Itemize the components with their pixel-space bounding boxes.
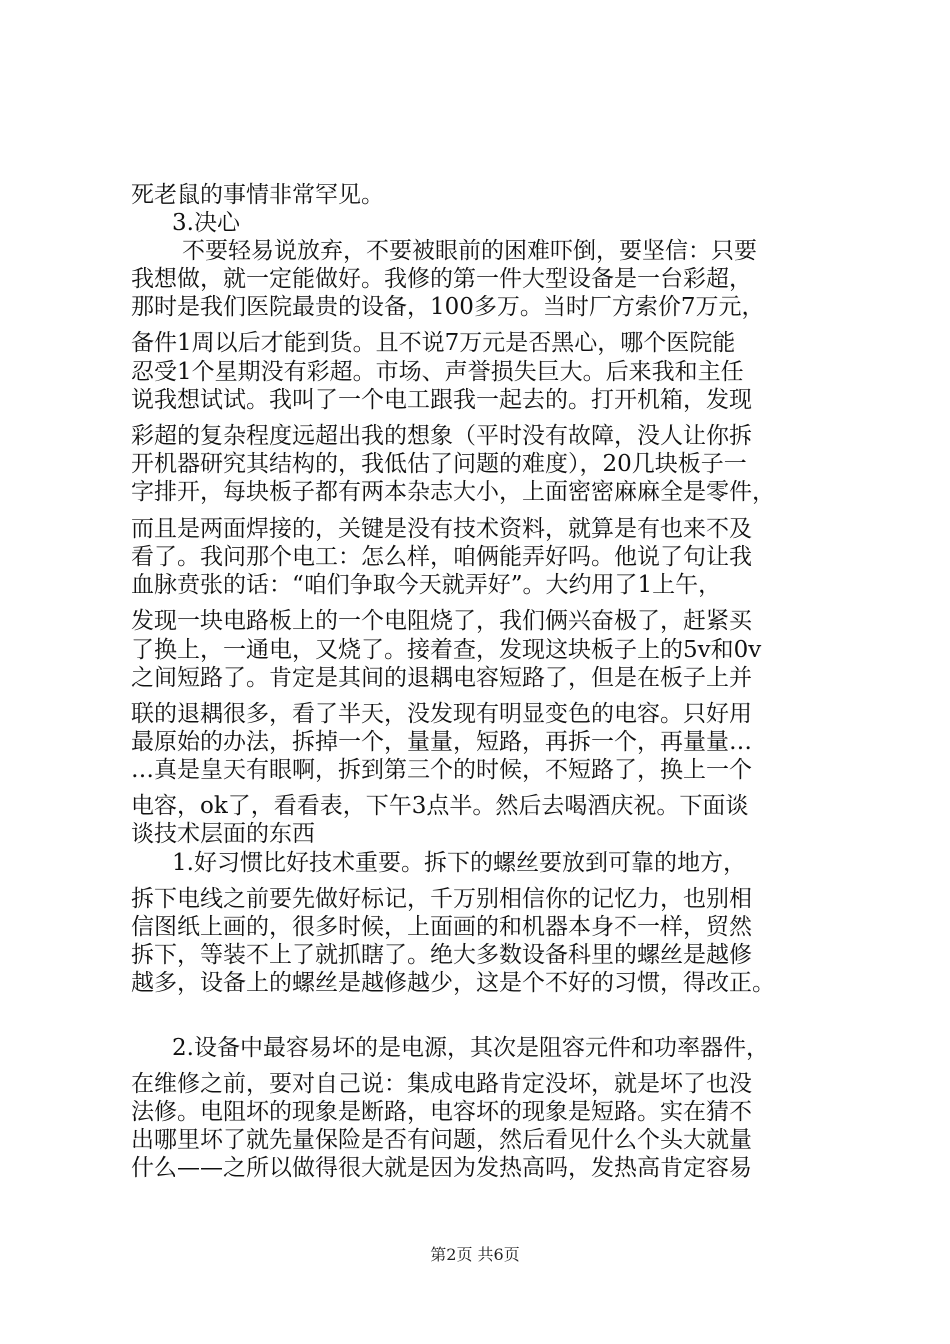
body-line: 谈技术层面的东西 xyxy=(131,821,315,847)
body-line: 而且是两面焊接的，关键是没有技术资料，就算是有也来不及 xyxy=(131,516,752,542)
body-line: 电容，ok了，看看表，下午3点半。然后去喝酒庆祝。下面谈 xyxy=(131,793,749,819)
body-line: 血脉贲张的话：“咱们争取今天就弄好”。大约用了1上午， xyxy=(131,572,722,598)
body-line: 2.设备中最容易坏的是电源，其次是阻容元件和功率器件， xyxy=(172,1035,769,1061)
body-line: 彩超的复杂程度远超出我的想象（平时没有故障，没人让你拆 xyxy=(131,423,752,449)
body-line: 最原始的办法，拆掉一个，量量，短路，再拆一个，再量量… xyxy=(131,729,752,755)
body-line: 越多，设备上的螺丝是越修越少，这是个不好的习惯，得改正。 xyxy=(131,970,775,996)
body-line: 备件1周以后才能到货。且不说7万元是否黑心，哪个医院能 xyxy=(131,330,736,356)
body-line: 那时是我们医院最贵的设备，100多万。当时厂方索价7万元， xyxy=(131,294,765,320)
body-line: 字排开，每块板子都有两本杂志大小，上面密密麻麻全是零件， xyxy=(131,479,775,505)
body-line: 死老鼠的事情非常罕见。 xyxy=(131,182,384,208)
body-line: 了换上，一通电，又烧了。接着查，发现这块板子上的5v和0v xyxy=(131,637,762,663)
body-line: 1.好习惯比好技术重要。拆下的螺丝要放到可靠的地方， xyxy=(172,850,746,876)
section-heading: 3.决心 xyxy=(172,210,240,236)
body-line: 出哪里坏了就先量保险是否有问题，然后看见什么个头大就量 xyxy=(131,1127,752,1153)
body-line: 法修。电阻坏的现象是断路，电容坏的现象是短路。实在猜不 xyxy=(131,1099,752,1125)
body-line: …真是皇天有眼啊，拆到第三个的时候，不短路了，换上一个 xyxy=(131,757,752,783)
body-line: 信图纸上画的，很多时候，上面画的和机器本身不一样，贸然 xyxy=(131,914,752,940)
body-line: 发现一块电路板上的一个电阻烧了，我们俩兴奋极了，赶紧买 xyxy=(131,608,752,634)
body-line: 看了。我问那个电工：怎么样，咱俩能弄好吗。他说了句让我 xyxy=(131,544,752,570)
body-line: 忍受1个星期没有彩超。市场、声誉损失巨大。后来我和主任 xyxy=(131,359,744,385)
body-line: 联的退耦很多，看了半天，没发现有明显变色的电容。只好用 xyxy=(131,701,752,727)
body-line: 不要轻易说放弃，不要被眼前的困难吓倒，要坚信：只要 xyxy=(182,238,757,264)
body-line: 开机器研究其结构的，我低估了问题的难度），20几块板子一 xyxy=(131,451,747,477)
body-line: 在维修之前，要对自己说：集成电路肯定没坏，就是坏了也没 xyxy=(131,1071,752,1097)
body-line: 说我想试试。我叫了一个电工跟我一起去的。打开机箱，发现 xyxy=(131,387,752,413)
page-number-footer: 第2页 共6页 xyxy=(430,1245,520,1264)
body-line: 什么——之所以做得很大就是因为发热高吗，发热高肯定容易 xyxy=(131,1155,752,1181)
body-line: 我想做，就一定能做好。我修的第一件大型设备是一台彩超， xyxy=(131,266,752,292)
body-line: 拆下，等装不上了就抓瞎了。绝大多数设备科里的螺丝是越修 xyxy=(131,942,752,968)
body-line: 拆下电线之前要先做好标记，千万别相信你的记忆力，也别相 xyxy=(131,886,752,912)
body-line: 之间短路了。肯定是其间的退耦电容短路了，但是在板子上并 xyxy=(131,665,752,691)
